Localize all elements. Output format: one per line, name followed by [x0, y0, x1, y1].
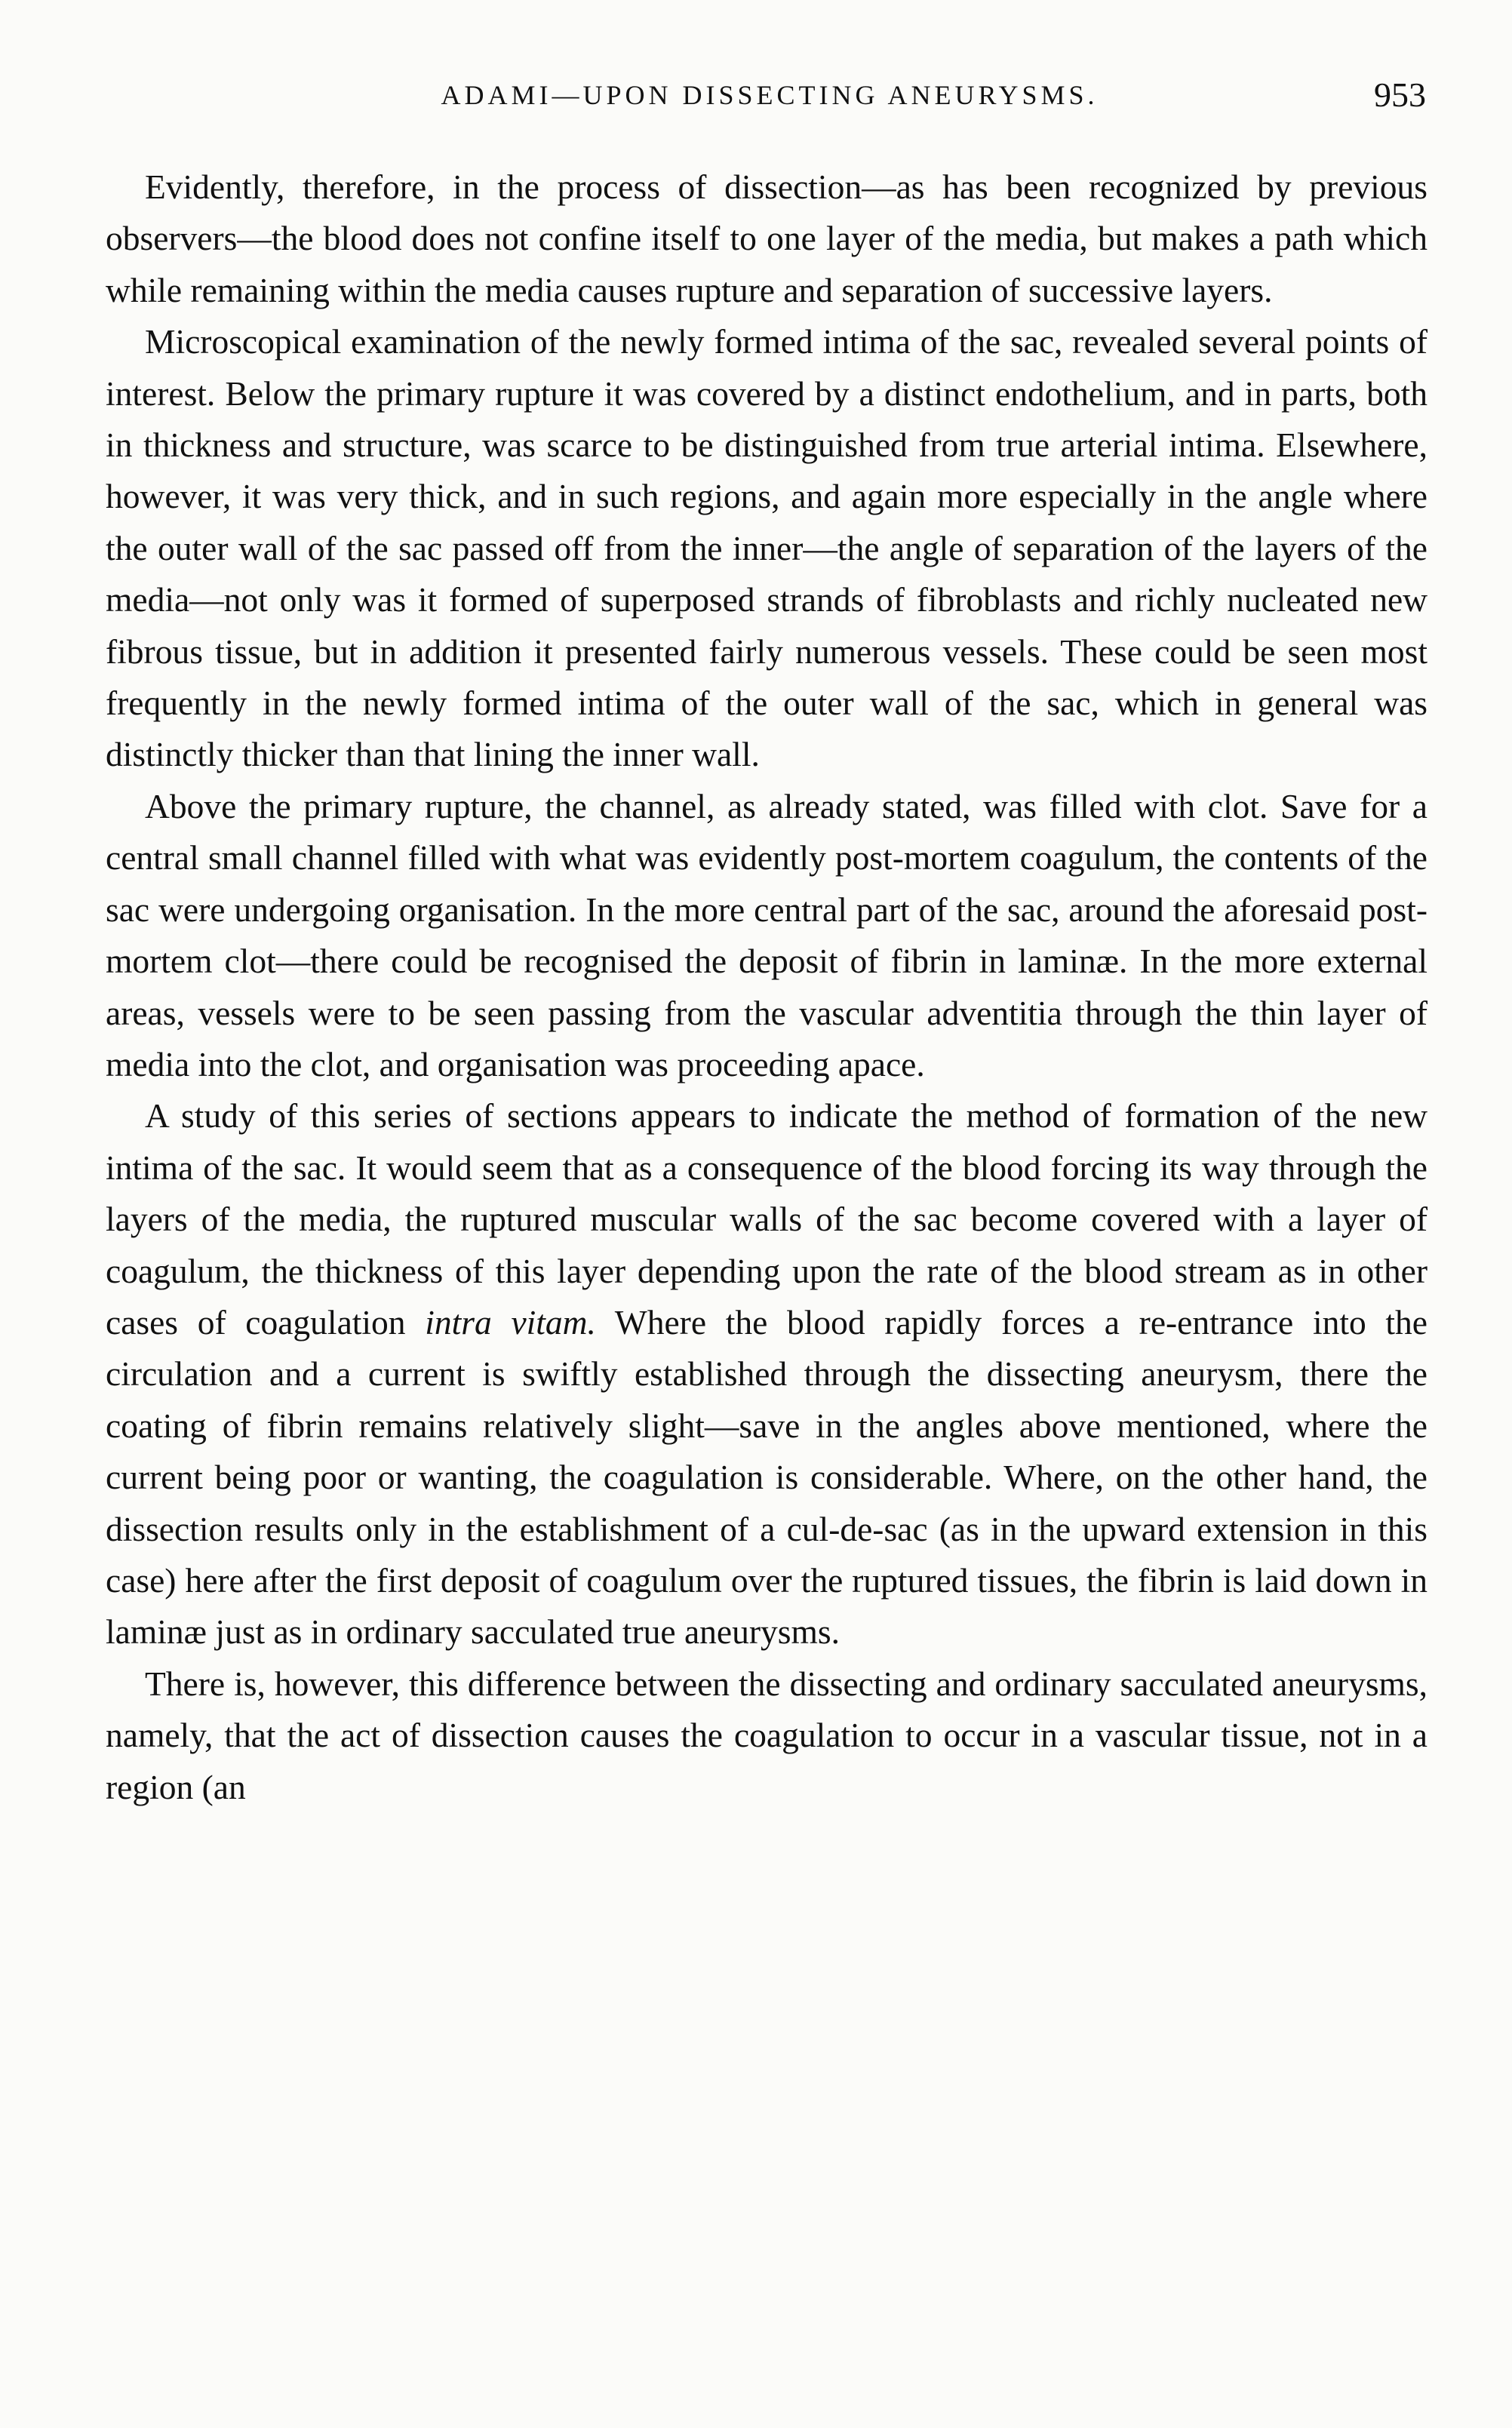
paragraph-formation-of-intima: [106, 1090, 1427, 1658]
paragraph-text-after: Where the blood rapidly forces a re-entrance into the circulation and a current is swiftly established through the dissecting aneurysm, there the coating of fibrin remains relatively slight—save in the angles above mentioned, where the current being poor or wanting, the coagulation is considerable. Where, on the other hand, the dissection results only in the establishment of a cul-de-sac (as in the upward extension in this case) here after the first deposit of coagulum over the ruptured tissues, the fibrin is laid down in laminæ just as in ordinary sacculated true aneurysms.: [106, 1302, 1428, 1652]
running-head: [113, 72, 1426, 125]
paragraph-difference: There is, however, this difference between the dissecting and ordinary sacculated aneurysms, namely, that the act of dissection causes the coagulation to occur in a vascular tissue, not in a region (an: [106, 1664, 1427, 1806]
italic-phrase: intra vitam.: [425, 1302, 596, 1342]
running-title: ADAMI—UPON DISSECTING ANEURYSMS.: [441, 80, 1099, 110]
paragraph-microscopical-examination: Microscopical examination of the newly formed intima of the sac, revealed several points of interest. Below the primary rupture it was covered by a distinct endothelium, and in parts, both in thickness and structure, was scarce to be distinguished from true arterial intima. Elsewhere, however, it was very thick, and in such regions, and again more especially in the angle where the outer wall of the sac passed off from the inner—the angle of separation of the layers of the media—not only was it formed of superposed strands of fibroblasts and richly nucleated new fibrous tissue, but in addition it presented fairly numerous vessels. These could be seen most frequently in the newly formed intima of the outer wall of the sac, which in general was distinctly thicker than that lining the inner wall.: [106, 322, 1427, 774]
paragraph-above-primary-rupture: Above the primary rupture, the channel, as already stated, was filled with clot. Save for a central small channel filled with what was evidently post-mortem coagulum, the contents of the sac were undergoing organisation. In the more central part of the sac, around the aforesaid post-mortem clot—there could be recognised the deposit of fibrin in laminæ. In the more external areas, vessels were to be seen passing from the vascular adventitia through the thin layer of media into the clot, and organisation was proceeding apace.: [106, 786, 1427, 1083]
body-text: [106, 161, 1427, 1813]
paragraph-dissection-path: Evidently, therefore, in the process of dissection—as has been recognized by previous observers—the blood does not confine itself to one layer of the media, but makes a path which while remaining within the media causes rupture and separation of successive layers.: [106, 168, 1427, 309]
page-number: 953: [1374, 75, 1426, 114]
paragraph-text-before: A study of this series of sections appears to indicate the method of formation of the new intima of the sac. It would seem that as a consequence of the blood forcing its way through the layers of the media, the ruptured muscular walls of the sac become covered with a layer of coagulum, the thickness of this layer depending upon the rate of the blood stream as in other cases of coagulation: [106, 1096, 1427, 1342]
